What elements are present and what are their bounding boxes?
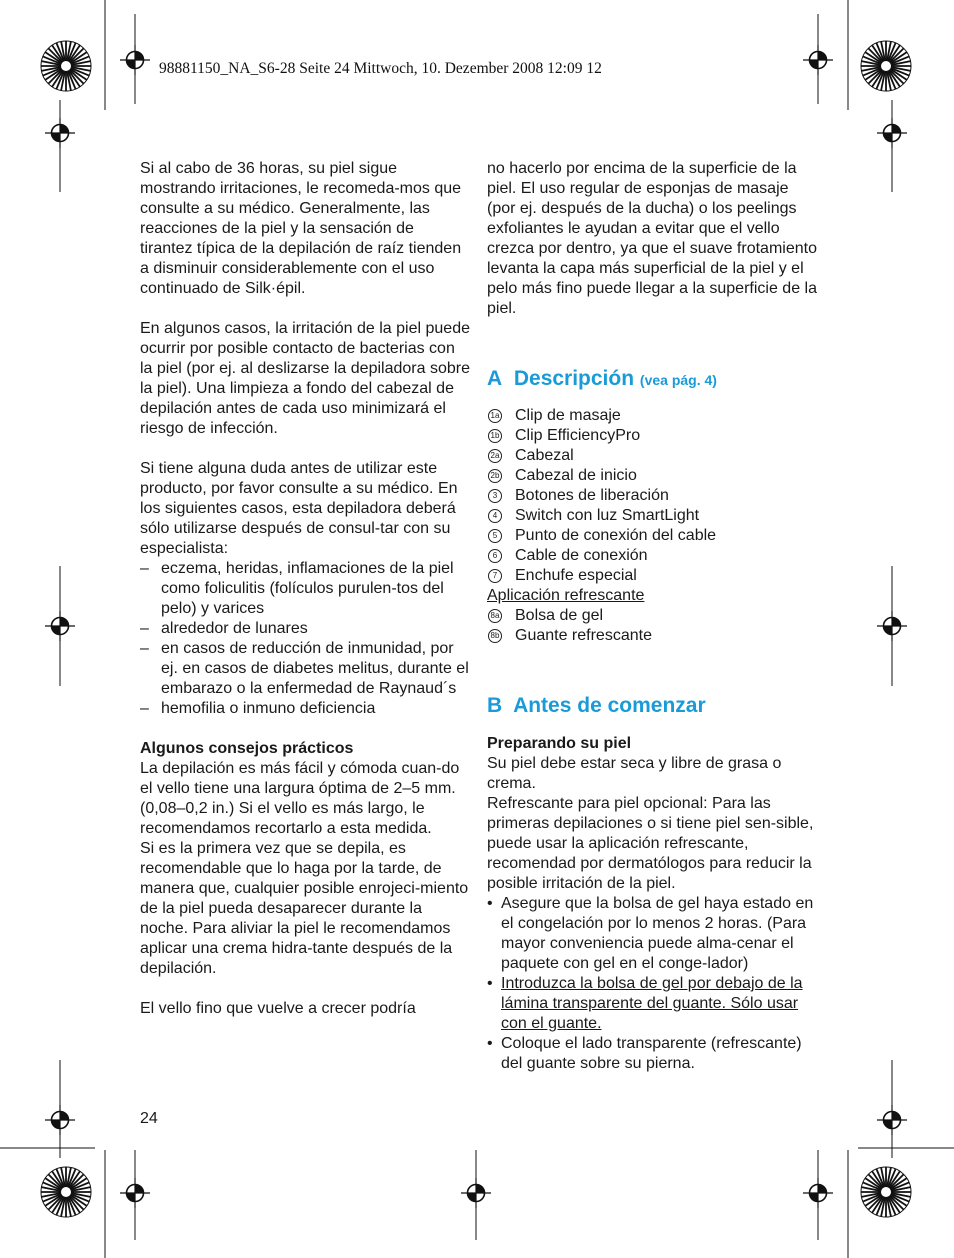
component-label: Cabezal de inicio	[515, 467, 637, 484]
paragraph: Su piel debe estar seca y libre de grasa o crema.	[487, 755, 782, 792]
underlined-text: Introduzca la bolsa de gel por debajo de la lámina transparente del guante. Sólo usar con el guante.	[501, 975, 803, 1032]
component-label: Guante refrescante	[515, 627, 652, 644]
paragraph: En algunos casos, la irritación de la piel puede ocurrir por posible contacto de bacterias con la piel (por ej. al deslizarse la depiladora sobre la piel). Una limpieza a fondo del cabezal de depilación antes de cada uso minimizará el riesgo de infección.	[140, 320, 470, 437]
component-number: 5	[488, 529, 502, 543]
section-letter: B	[487, 694, 503, 717]
bullet-item: • Asegure que la bolsa de gel haya estado en el congelación por lo menos 2 horas. (Para mayor conveniencia puede alma-cenar el paquete con gel en el conge-lador)	[487, 894, 817, 974]
component-number: 8b	[488, 629, 502, 643]
accessory-heading: Aplicación refrescante	[487, 587, 645, 604]
component-number: 7	[488, 569, 502, 583]
component-number: 3	[488, 489, 502, 503]
dash-item: – hemofilia o inmuno deficiencia	[140, 699, 470, 719]
paragraph: La depilación es más fácil y cómoda cuan-do el vello tiene una largura óptima de 2–5 mm. (0,08–0,2 in.) Si el vello es más largo, le recomendamos recortarlo a esta medida.	[140, 760, 460, 837]
component-list-item	[487, 526, 817, 546]
section-title: Antes de comenzar	[513, 694, 706, 717]
page-number: 24	[140, 1110, 158, 1127]
bullet-item	[487, 974, 817, 1034]
component-list-item	[487, 446, 817, 466]
component-list-item	[487, 466, 817, 486]
component-list-item	[487, 626, 817, 646]
section-title: Descripción	[513, 367, 635, 390]
component-number: 1b	[488, 429, 502, 443]
component-label: Clip EfficiencyPro	[515, 427, 641, 444]
component-list-item	[487, 566, 817, 586]
component-label: Switch con luz SmartLight	[515, 507, 700, 524]
prep-heading: Preparando su piel	[487, 735, 632, 752]
component-list-item	[487, 546, 817, 566]
left-column	[140, 159, 470, 1019]
dash-item: – eczema, heridas, inflamaciones de la piel como foliculitis (folículos purulen-tos del pelo) y varices	[140, 559, 470, 619]
bullet-item: • Coloque el lado transparente (refrescante) del guante sobre su pierna.	[487, 1034, 817, 1074]
component-label: Enchufe especial	[515, 567, 637, 584]
component-list-item	[487, 506, 817, 526]
tips-heading: Algunos consejos prácticos	[140, 740, 354, 757]
paragraph: El vello fino que vuelve a crecer podría	[140, 1000, 416, 1017]
paragraph: Refrescante para piel opcional: Para las primeras depilaciones o si tiene piel sen-sible, puede usar la aplicación refrescante, recomendad por dermatólogos para reducir la posible irritación de la piel.	[487, 795, 814, 892]
component-label: Punto de conexión del cable	[515, 527, 717, 544]
section-b-heading	[487, 694, 817, 718]
component-number: 2b	[488, 469, 502, 483]
section-letter: A	[487, 367, 503, 390]
component-label: Botones de liberación	[515, 487, 669, 504]
paragraph: no hacerlo por encima de la superficie de la piel. El uso regular de esponjas de masaje (por ej. después de la ducha) o los peelings exfoliantes le ayudan a evitar que el vello crezca por dentro, ya que el suave frotamiento levanta la capa más superficial de la piel y el pelo más fino puede llegar a la superficie de la piel.	[487, 160, 817, 317]
component-label: Cable de conexión	[515, 547, 648, 564]
component-number: 8a	[488, 609, 502, 623]
component-label: Bolsa de gel	[515, 607, 604, 624]
component-list-item	[487, 606, 817, 626]
component-label: Clip de masaje	[515, 407, 621, 424]
component-number: 6	[488, 549, 502, 563]
dash-item: – en casos de reducción de inmunidad, por ej. en casos de diabetes melitus, durante el embarazo o la enfermedad de Raynaud´s	[140, 639, 470, 699]
component-number: 2a	[488, 449, 502, 463]
print-slug: 98881150_NA_S6-28 Seite 24 Mittwoch, 10. Dezember 2008 12:09 12	[159, 60, 602, 77]
section-a-heading	[487, 367, 817, 392]
page-reference: (vea pág. 4)	[639, 372, 717, 388]
paragraph: Si es la primera vez que se depila, es recomendable que lo haga por la tarde, de manera que, cualquier posible enrojeci-miento de la piel pueda desaparecer durante la noche. Para aliviar la piel le recomendamos aplicar una crema hidra-tante después de la depilación.	[140, 840, 469, 977]
component-list-item	[487, 486, 817, 506]
component-label: Cabezal	[515, 447, 574, 464]
paragraph: Si tiene alguna duda antes de utilizar este producto, por favor consulte a su médico. En los siguientes casos, esta depiladora deberá sólo utilizarse después de consul-tar con su especialista:	[140, 460, 458, 557]
component-list-item	[487, 406, 817, 426]
component-number: 4	[488, 509, 502, 523]
dash-item: – alrededor de lunares	[140, 619, 470, 639]
component-number: 1a	[488, 409, 502, 423]
paragraph: Si al cabo de 36 horas, su piel sigue mostrando irritaciones, le recomeda-mos que consulte a su médico. Generalmente, las reacciones de la piel y la sensación de tirantez típica de la depilación de raíz tienden a disminuir considerablemente con el uso continuado de Silk·épil.	[140, 160, 462, 297]
right-column	[487, 159, 817, 1074]
component-list-item	[487, 426, 817, 446]
